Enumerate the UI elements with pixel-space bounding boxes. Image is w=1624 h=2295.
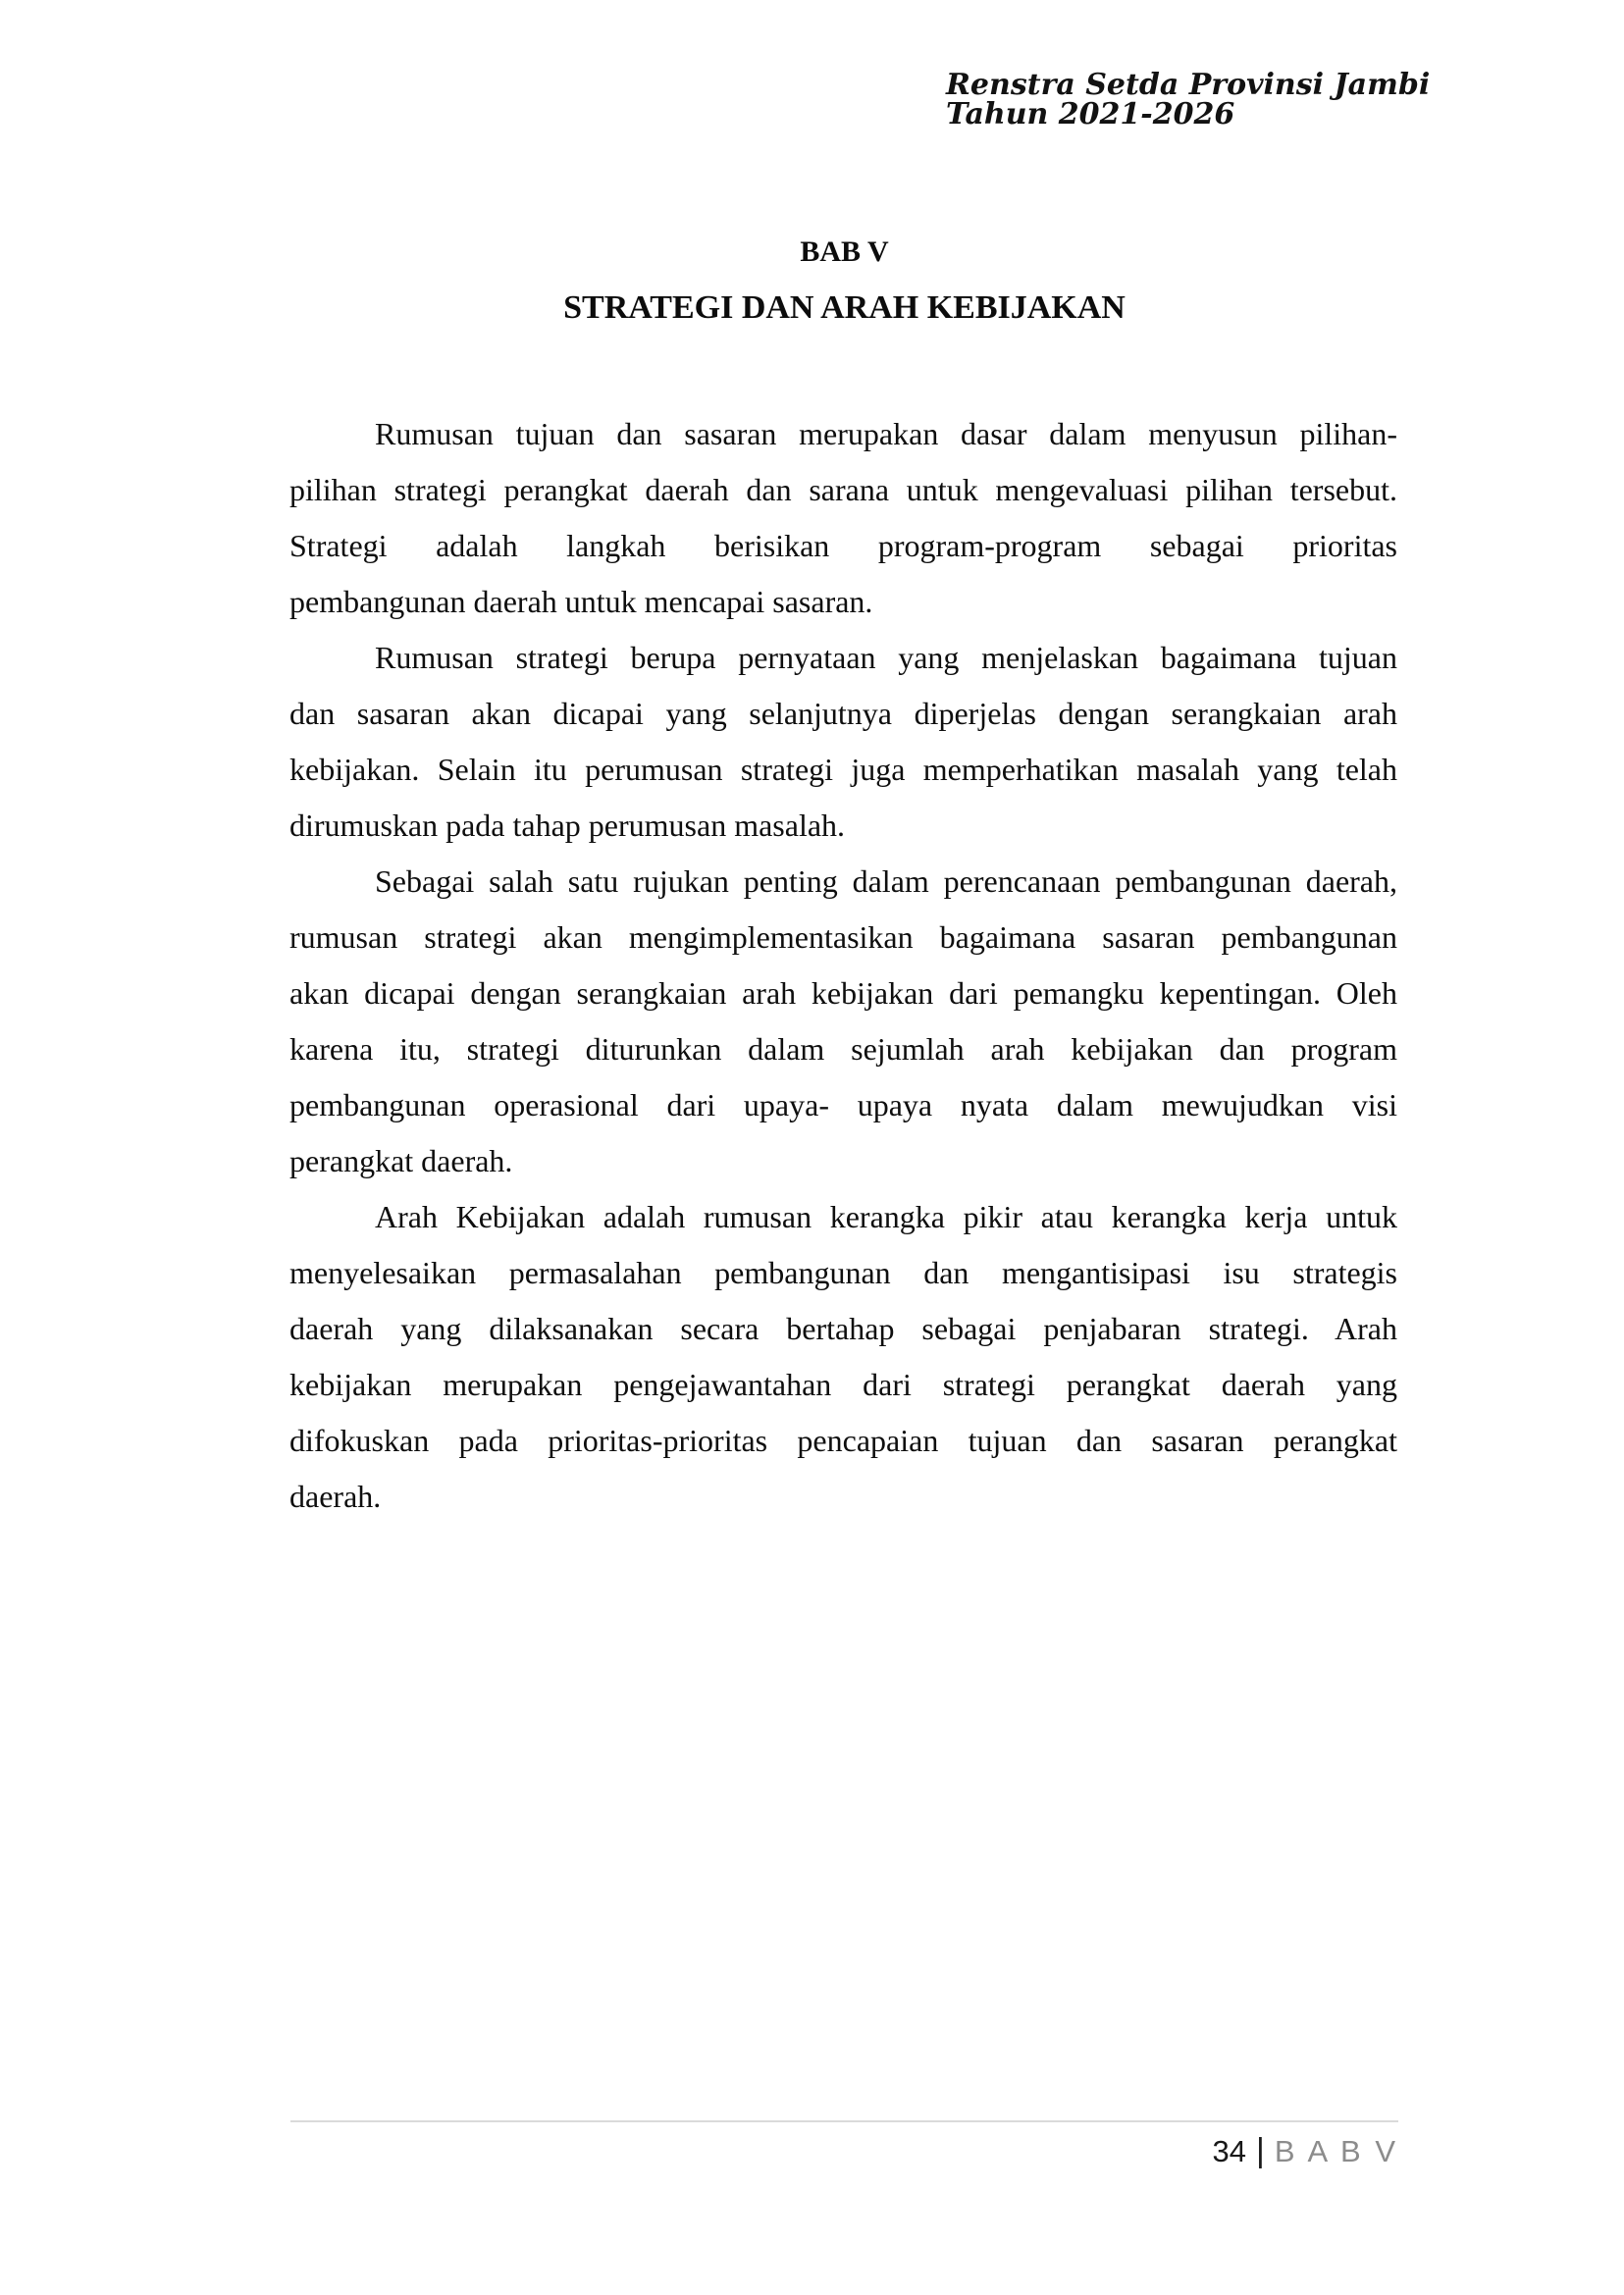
- text-line: Arah Kebijakan adalah rumusan kerangka pikir atau kerangka kerja untuk: [375, 1199, 1397, 1234]
- text-line: kebijakan. Selain itu perumusan strategi juga memperhatikan masalah yang telah: [289, 752, 1397, 787]
- paragraph-3: [289, 854, 1397, 1189]
- text-line: daerah yang dilaksanakan secara bertahap sebagai penjabaran strategi. Arah: [289, 1311, 1397, 1346]
- text-line: Sebagai salah satu rujukan penting dalam perencanaan pembangunan daerah,: [375, 863, 1397, 899]
- text-line: kebijakan merupakan pengejawantahan dari strategi perangkat daerah yang: [289, 1367, 1397, 1402]
- footer-rule: [290, 2120, 1398, 2122]
- paragraph-4: [289, 1189, 1397, 1525]
- text-line: rumusan strategi akan mengimplementasikan bagaimana sasaran pembangunan: [289, 919, 1397, 955]
- text-line: akan dicapai dengan serangkaian arah kebijakan dari pemangku kepentingan. Oleh: [289, 975, 1397, 1011]
- text-line: menyelesaikan permasalahan pembangunan dan mengantisipasi isu strategis: [289, 1255, 1397, 1290]
- text-line: Strategi adalah langkah berisikan program-program sebagai prioritas: [289, 528, 1397, 563]
- body-text: [289, 406, 1397, 1525]
- text-line: pilihan strategi perangkat daerah dan sarana untuk mengevaluasi pilihan tersebut.: [289, 472, 1397, 507]
- chapter-label: BAB V: [800, 235, 889, 268]
- text-line: Rumusan strategi berupa pernyataan yang menjelaskan bagaimana tujuan: [375, 640, 1397, 675]
- text-line: Rumusan tujuan dan sasaran merupakan dasar dalam menyusun pilihan-: [375, 416, 1397, 451]
- paragraph-2: [289, 630, 1397, 854]
- footer-section-label: B A B V: [1274, 2134, 1398, 2168]
- text-line: pembangunan operasional dari upaya- upaya nyata dalam mewujudkan visi: [289, 1087, 1397, 1122]
- text-line: difokuskan pada prioritas-prioritas pencapaian tujuan dan sasaran perangkat: [289, 1423, 1397, 1458]
- page-header: [946, 68, 1431, 131]
- text-line: karena itu, strategi diturunkan dalam sejumlah arah kebijakan dan program: [289, 1031, 1397, 1067]
- footer-separator: |: [1256, 2132, 1265, 2169]
- chapter-title: STRATEGI DAN ARAH KEBIJAKAN: [563, 289, 1126, 326]
- header-line-1: Renstra Setda Provinsi Jambi: [946, 68, 1431, 102]
- paragraph-1: [289, 406, 1397, 630]
- text-line: dan sasaran akan dicapai yang selanjutnya diperjelas dengan serangkaian arah: [289, 696, 1397, 731]
- text-line: daerah.: [289, 1479, 382, 1514]
- header-line-2: Tahun 2021-2026: [946, 97, 1235, 131]
- page-number: 34: [1212, 2134, 1247, 2168]
- text-line: perangkat daerah.: [289, 1143, 513, 1178]
- text-line: pembangunan daerah untuk mencapai sasaran.: [289, 584, 873, 619]
- page-footer: [1213, 2133, 1398, 2169]
- text-line: dirumuskan pada tahap perumusan masalah.: [289, 808, 846, 843]
